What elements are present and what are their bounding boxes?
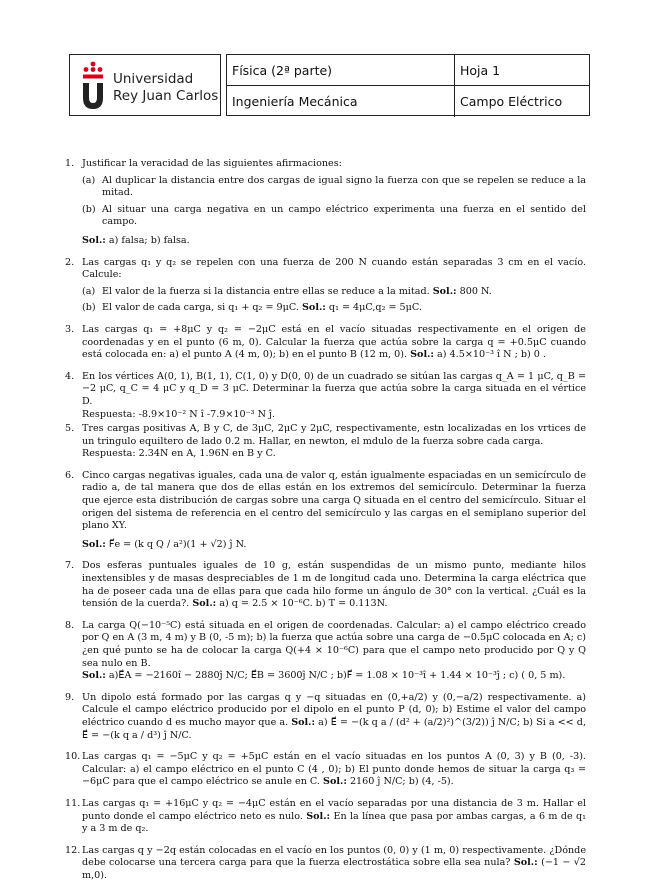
item-label: (b) bbox=[82, 302, 96, 314]
solution-text: q₁ = 4μC,q₂ = 5μC. bbox=[328, 302, 422, 314]
problem-item bbox=[82, 286, 586, 299]
solution-text: (−1 − √2 m,0). bbox=[82, 857, 586, 881]
problem-3 bbox=[65, 324, 586, 362]
problem-item bbox=[82, 302, 586, 315]
problem-number: 12. bbox=[65, 844, 81, 856]
institution-line1: Universidad bbox=[113, 71, 194, 87]
institution-name bbox=[113, 71, 218, 105]
answer-text: Respuesta: -8.9×10⁻² N î -7.9×10⁻³ N ĵ. bbox=[82, 408, 276, 420]
problem-9 bbox=[65, 692, 586, 742]
problem-4 bbox=[65, 371, 586, 421]
problem-2 bbox=[65, 257, 586, 315]
problem-number: 6. bbox=[65, 469, 75, 481]
problem-statement: En los vértices A(0, 1), B(1, 1), C(1, 0) y D(0, 0) de un cuadrado se sitúan las cargas q_A = 1 μC, q_B = −2 μC, q_C = 4 μC y q_D = 3 μC. Determinar la fuerza que actúa sobre la carga situada en el vértice D. bbox=[82, 370, 586, 407]
problem-number: 10. bbox=[65, 751, 81, 763]
solution-label: Sol.: bbox=[410, 349, 434, 361]
solution-label: Sol.: bbox=[432, 285, 457, 297]
institution-line2: Rey Juan Carlos bbox=[113, 88, 219, 104]
item-text: El valor de cada carga, si q₁ + q₂ = 9μC. bbox=[102, 302, 299, 314]
problem-5 bbox=[65, 423, 586, 461]
problem-statement: Las cargas q₁ = +16μC y q₂ = −4μC están en el vacío separadas por una distancia de 3 m. Hallar el punto donde el campo eléctrico neto es nulo. bbox=[82, 797, 586, 822]
problem-8 bbox=[65, 620, 586, 683]
solution-label: Sol.: bbox=[192, 598, 217, 610]
item-label: (a) bbox=[82, 174, 96, 186]
problem-item bbox=[82, 175, 586, 200]
solution-label: Sol.: bbox=[323, 776, 347, 788]
problem-statement: Las cargas q₁ = −5μC y q₂ = +5μC están en el vacío situadas en los puntos A (0, 3) y B (0, -3). Calcular: a) el campo eléctrico en el punto C (4 , 0); b) El punto donde hemos de situar la carga q₃ = −6μC para que el campo eléctrico se anule en C. bbox=[82, 751, 586, 788]
problem-item bbox=[82, 204, 586, 229]
solution-text: a) falsa; b) falsa. bbox=[108, 234, 190, 246]
degree-name: Ingeniería Mecánica bbox=[227, 86, 455, 117]
solution-text: a) 4.5×10⁻³ î N ; b) 0 . bbox=[437, 349, 547, 361]
item-label: (b) bbox=[82, 203, 96, 215]
problem-statement: Las cargas q₁ y q₂ se repelen con una fuerza de 200 N cuando están separadas 3 cm en el vacío. Calcule: bbox=[82, 256, 586, 281]
problem-statement: Cinco cargas negativas iguales, cada una de valor q, están igualmente espaciadas en un semicírculo de radio a, de tal manera que dos de ellas están en los extremos del semicírculo. Determinar la fuerza que ejerce esta distribución de cargas sobre una carga Q situada en el centro del semicírculo. Situar el origen del sistema de referencia en el centro del semicírculo y las cargas en el semiplano superior del plano XY. bbox=[82, 469, 586, 532]
solution bbox=[82, 670, 586, 683]
problem-number: 4. bbox=[65, 370, 75, 382]
problem-statement: Un dipolo está formado por las cargas q y −q situadas en (0,+a/2) y (0,−a/2) respectivamente. a) Calcule el campo eléctrico producido por el dipolo en el punto P (d, 0); b) Estime el valor del campo eléctrico cuando d es mucho mayor que a. bbox=[82, 691, 586, 728]
item-text: El valor de la fuerza si la distancia entre ellas se reduce a la mitad. bbox=[102, 285, 430, 297]
solution-label: Sol.: bbox=[82, 538, 106, 550]
solution-text: En la línea que pasa por ambas cargas, a 6 m de q₁ y a 3 m de q₂. bbox=[82, 810, 586, 835]
university-logo-icon bbox=[80, 61, 106, 111]
university-logo-box bbox=[69, 54, 221, 116]
solution-label: Sol.: bbox=[82, 670, 106, 682]
problem-number: 3. bbox=[65, 323, 75, 335]
solution-text: a) q = 2.5 × 10⁻⁶C. b) T = 0.113N. bbox=[219, 598, 388, 610]
problem-statement: Las cargas q y −2q están colocadas en el vacío en los puntos (0, 0) y (1 m, 0) respectivamente. ¿Dónde debe colocarse una tercera carga para que la fuerza electrostática sobre ella sea nula? bbox=[82, 844, 586, 869]
solution-text: 2160 ĵ N/C; b) (4, -5). bbox=[349, 776, 454, 788]
solution bbox=[82, 539, 586, 552]
item-text: Al duplicar la distancia entre dos cargas de igual signo la fuerza con que se repelen se reduce a la mitad. bbox=[102, 174, 586, 199]
problem-7 bbox=[65, 560, 586, 610]
problem-statement: Tres cargas positivas A, B y C, de 3μC, 2μC y 2μC, respectivamente, estn localizadas en los vrtices de un tringulo equiltero de lado 0.2 m. Hallar, en newton, el mdulo de la fuerza sobre cada carga. bbox=[82, 423, 586, 447]
problem-number: 11. bbox=[65, 797, 81, 809]
problem-statement: La carga Q(−10⁻⁵C) está situada en el origen de coordenadas. Calcular: a) el campo eléctrico creado por Q en A (3 m, 4 m) y B (0, -5 m); b) la fuerza que actúa sobre una carga de −0.5μC colocada en A; c) ¿en qué punto se ha de colocar la carga Q(+4 × 10⁻⁶C) para que el campo neto producido por Q y Q sea nulo en B. bbox=[82, 619, 586, 669]
problem-number: 1. bbox=[65, 158, 75, 169]
solution-label: Sol.: bbox=[306, 810, 331, 822]
solution-text: F⃗e = (k q Q / a²)(1 + √2) ĵ N. bbox=[108, 538, 247, 550]
problem-6 bbox=[65, 470, 586, 552]
sheet-number: Hoja 1 bbox=[455, 55, 589, 86]
problem-11 bbox=[65, 798, 586, 836]
item-label: (a) bbox=[82, 285, 96, 297]
solution-text: a) E⃗ = −(k q a / (d² + (a/2)²)^(3/2)) ĵ N/C; b) Si a << d, E⃗ = −(k q a / d³) ĵ N/C. bbox=[82, 716, 586, 741]
problem-number: 7. bbox=[65, 560, 75, 572]
solution-label: Sol.: bbox=[82, 234, 106, 246]
problem-10 bbox=[65, 751, 586, 789]
answer-text: Respuesta: 2.34N en A, 1.96N en B y C. bbox=[82, 448, 276, 460]
item-text: Al situar una carga negativa en un campo eléctrico experimenta una fuerza en el sentido del campo. bbox=[102, 203, 586, 228]
problem-number: 5. bbox=[65, 423, 75, 435]
header-info-table bbox=[226, 54, 590, 116]
solution bbox=[82, 235, 586, 248]
solution-label: Sol.: bbox=[302, 302, 326, 314]
problem-number: 9. bbox=[65, 691, 75, 703]
topic-name: Campo Eléctrico bbox=[460, 94, 563, 109]
course-title: Física (2ª parte) bbox=[227, 55, 455, 86]
problem-number: 8. bbox=[65, 619, 75, 631]
problem-12 bbox=[65, 845, 586, 883]
solution-text: a)E⃗A = −2160î − 2880ĵ N/C; E⃗B = 3600ĵ N/C ; b)F⃗ = 1.08 × 10⁻³î + 1.44 × 10⁻³ĵ ; c) ( 0, 5 m). bbox=[108, 670, 566, 682]
problem-statement: Dos esferas puntuales iguales de 10 g, están suspendidas de un mismo punto, mediante hilos inextensibles y de masas despreciables de 1 m de longitud cada uno. Determina la carga eléctrica que ha de poseer cada una de ellas para que cada hilo forme un ángulo de 30° con la vertical. ¿Cuál es la tensión de la cuerda?. bbox=[82, 560, 586, 610]
problem-number: 2. bbox=[65, 256, 75, 268]
page-header bbox=[69, 54, 590, 116]
solution-text: 800 N. bbox=[459, 285, 492, 297]
solution-label: Sol.: bbox=[513, 857, 538, 869]
problem-statement: Las cargas q₁ = +8μC y q₂ = −2μC está en el vacío situadas respectivamente en el origen de coordenadas y en el punto (6 m, 0). Calcular la fuerza que actúa sobre la carga q = +0.5μC cuando está colocada en: a) el punto A (4 m, 0); b) en el punto B (12 m, 0). bbox=[82, 323, 586, 361]
problem-statement: Justificar la veracidad de las siguientes afirmaciones: bbox=[82, 158, 342, 169]
problem-1 bbox=[65, 158, 586, 248]
problem-list bbox=[65, 158, 586, 892]
solution-label: Sol.: bbox=[291, 716, 316, 728]
